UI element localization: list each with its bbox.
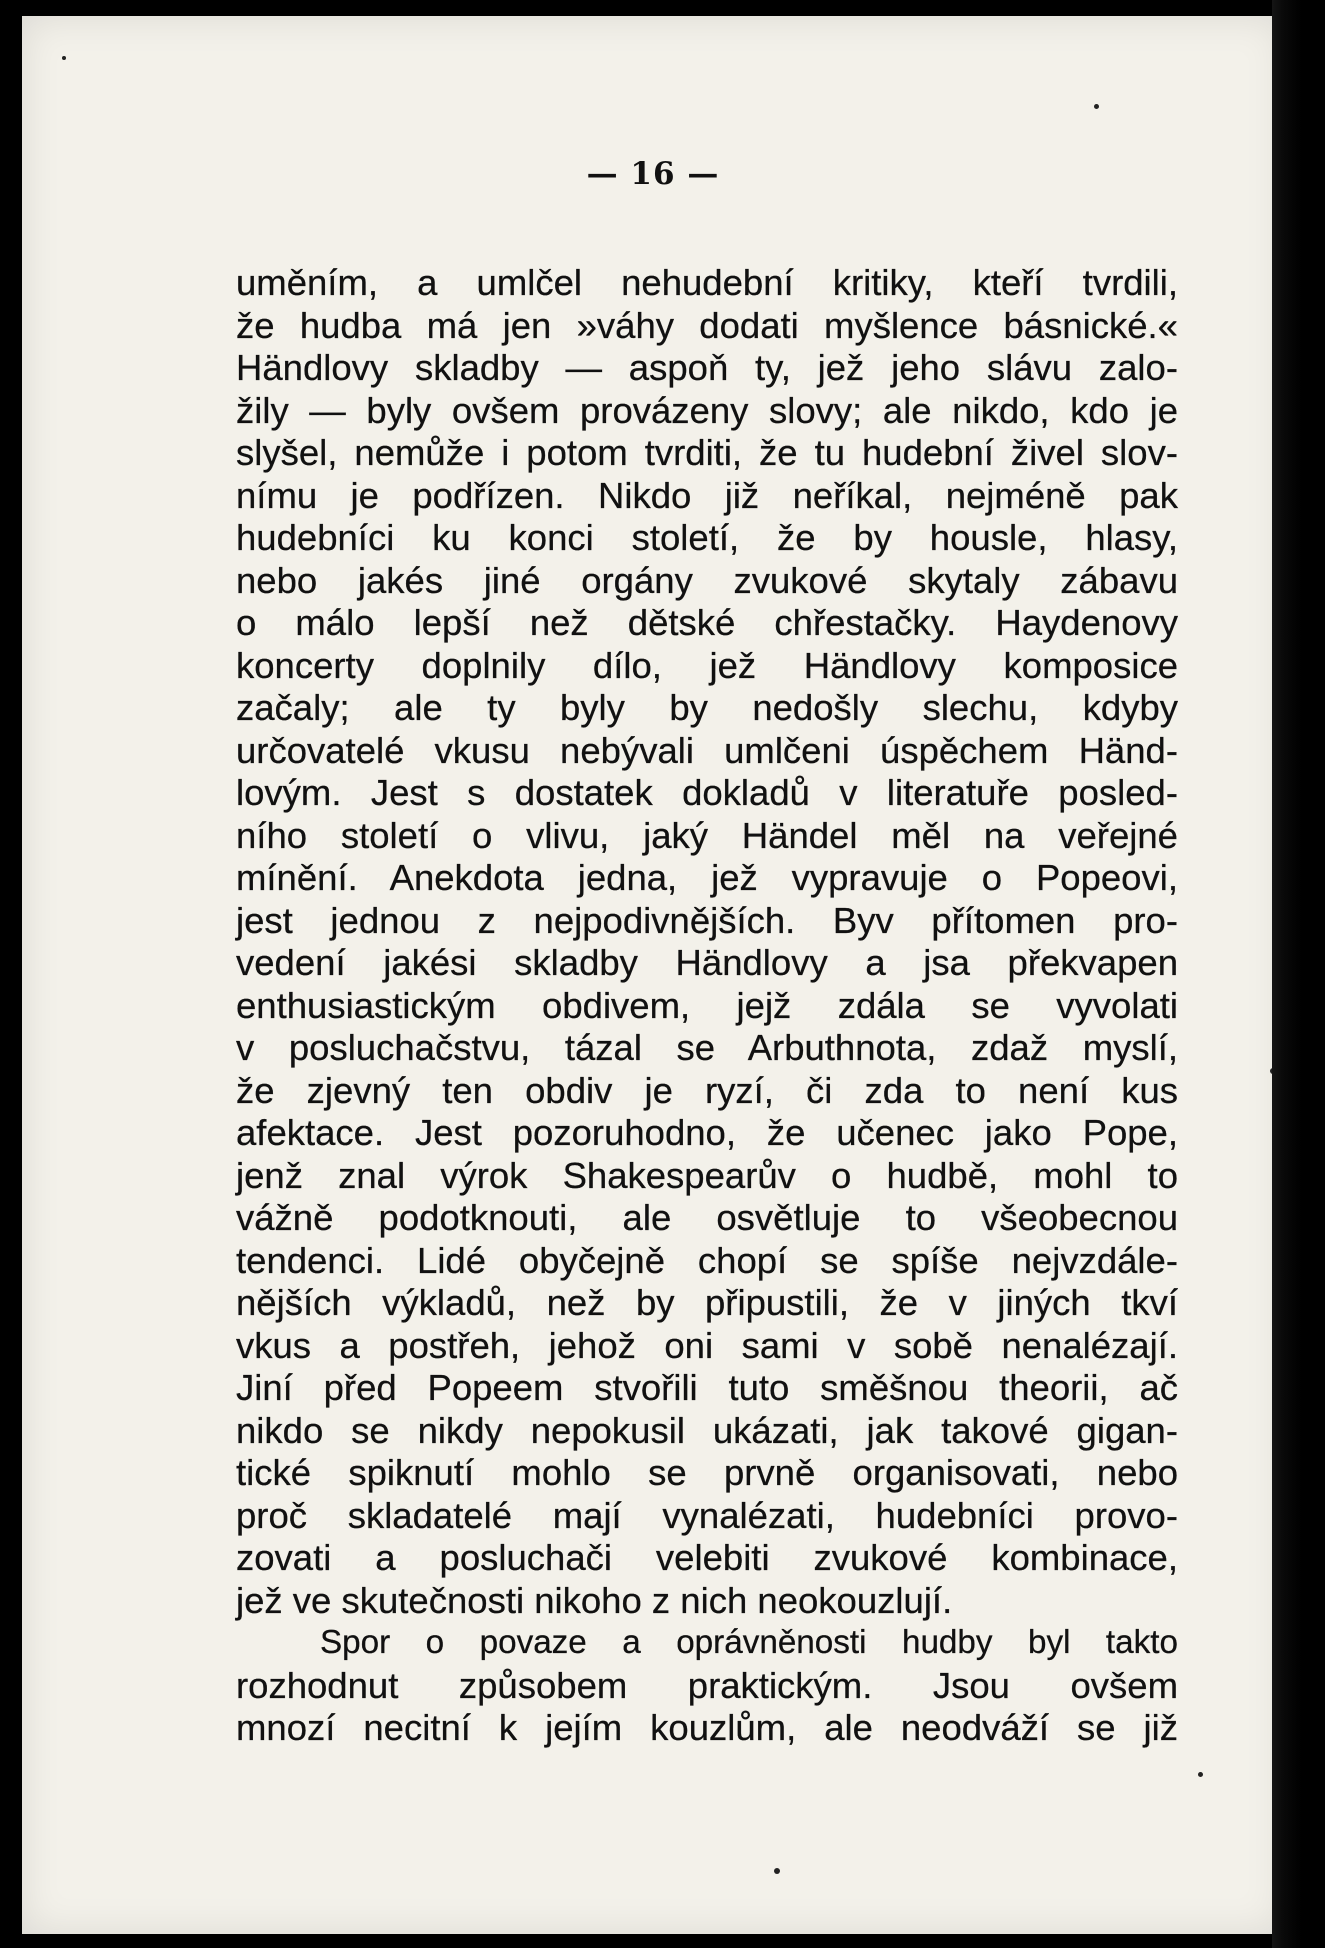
scan-speck bbox=[62, 56, 66, 60]
text-line: mnozí necitní k jejím kouzlům, ale neodváží se již bbox=[236, 1707, 1178, 1748]
text-line: vážně podotknouti, ale osvětluje to všeobecnou bbox=[236, 1197, 1178, 1238]
scan-speck bbox=[774, 1868, 780, 1874]
text-line: Jiní před Popeem stvořili tuto směšnou theorii, ač bbox=[236, 1367, 1178, 1408]
text-line: tendenci. Lidé obyčejně chopí se spíše nejvzdále- bbox=[236, 1239, 1178, 1281]
text-line: žily — byly ovšem provázeny slovy; ale nikdo, kdo je bbox=[236, 389, 1178, 431]
text-line: ního století o vlivu, jaký Händel měl na veřejné bbox=[236, 814, 1178, 856]
text-line: začaly; ale ty byly by nedošly slechu, kdyby bbox=[236, 687, 1178, 728]
text-line: zovati a posluchači velebiti zvukové kombinace, bbox=[236, 1537, 1178, 1578]
text-line: uměním, a umlčel nehudební kritiky, kteří tvrdili, bbox=[236, 262, 1178, 303]
text-line: mínění. Anekdota jedna, jež vypravuje o Popeovi, bbox=[236, 857, 1178, 898]
text-line: tické spiknutí mohlo se prvně organisovati, nebo bbox=[236, 1452, 1178, 1493]
paragraph-start-line: Spor o povaze a oprávněnosti hudby byl takto bbox=[320, 1624, 1178, 1661]
text-line: vkus a postřeh, jehož oni sami v sobě nenalézají. bbox=[236, 1324, 1178, 1366]
text-line: že zjevný ten obdiv je ryzí, či zda to není kus bbox=[236, 1069, 1178, 1111]
text-line: Händlovy skladby — aspoň ty, jež jeho slávu zalo- bbox=[236, 347, 1178, 388]
scan-speck bbox=[1198, 1772, 1203, 1777]
text-line: afektace. Jest pozoruhodno, že učenec jako Pope, bbox=[236, 1112, 1178, 1153]
book-page bbox=[22, 16, 1284, 1934]
text-line: slyšel, nemůže i potom tvrditi, že tu hudební živel slov- bbox=[236, 432, 1178, 473]
text-line: jest jednou z nejpodivnějších. Byv přítomen pro- bbox=[236, 899, 1178, 941]
text-line: nějších výkladů, než by připustili, že v jiných tkví bbox=[236, 1282, 1178, 1323]
text-line: hudebníci ku konci století, že by housle, hlasy, bbox=[236, 517, 1178, 558]
text-line: lovým. Jest s dostatek dokladů v literatuře posled- bbox=[236, 772, 1178, 813]
text-line: že hudba má jen »váhy dodati myšlence básnické.« bbox=[236, 304, 1178, 346]
scan-speck bbox=[1094, 104, 1099, 109]
body-text bbox=[236, 262, 1178, 1750]
text-line: o málo lepší než dětské chřestačky. Haydenovy bbox=[236, 602, 1178, 643]
text-line: jenž znal výrok Shakespearův o hudbě, mohl to bbox=[236, 1154, 1178, 1196]
text-line: vedení jakési skladby Händlovy a jsa překvapen bbox=[236, 942, 1178, 983]
text-line: nímu je podřízen. Nikdo již neříkal, nejméně pak bbox=[236, 474, 1178, 516]
page-gutter bbox=[1272, 0, 1325, 1948]
text-line: enthusiastickým obdivem, jejž zdála se vyvolati bbox=[236, 984, 1178, 1026]
text-line: koncerty doplnily dílo, jež Händlovy komposice bbox=[236, 644, 1178, 686]
text-line: nikdo se nikdy nepokusil ukázati, jak takové gigan- bbox=[236, 1409, 1178, 1451]
text-line: v posluchačstvu, tázal se Arbuthnota, zdaž myslí, bbox=[236, 1027, 1178, 1068]
text-line: nebo jakés jiné orgány zvukové skytaly zábavu bbox=[236, 559, 1178, 601]
text-line: proč skladatelé mají vynalézati, hudebníci provo- bbox=[236, 1494, 1178, 1536]
page-number: — 16 — bbox=[586, 156, 720, 192]
text-line: určovatelé vkusu nebývali umlčeni úspěchem Händ- bbox=[236, 729, 1178, 771]
text-line: rozhodnut způsobem praktickým. Jsou ovšem bbox=[236, 1664, 1178, 1706]
paragraph-end-line: jež ve skutečnosti nikoho z nich neokouzlují. bbox=[236, 1579, 953, 1621]
